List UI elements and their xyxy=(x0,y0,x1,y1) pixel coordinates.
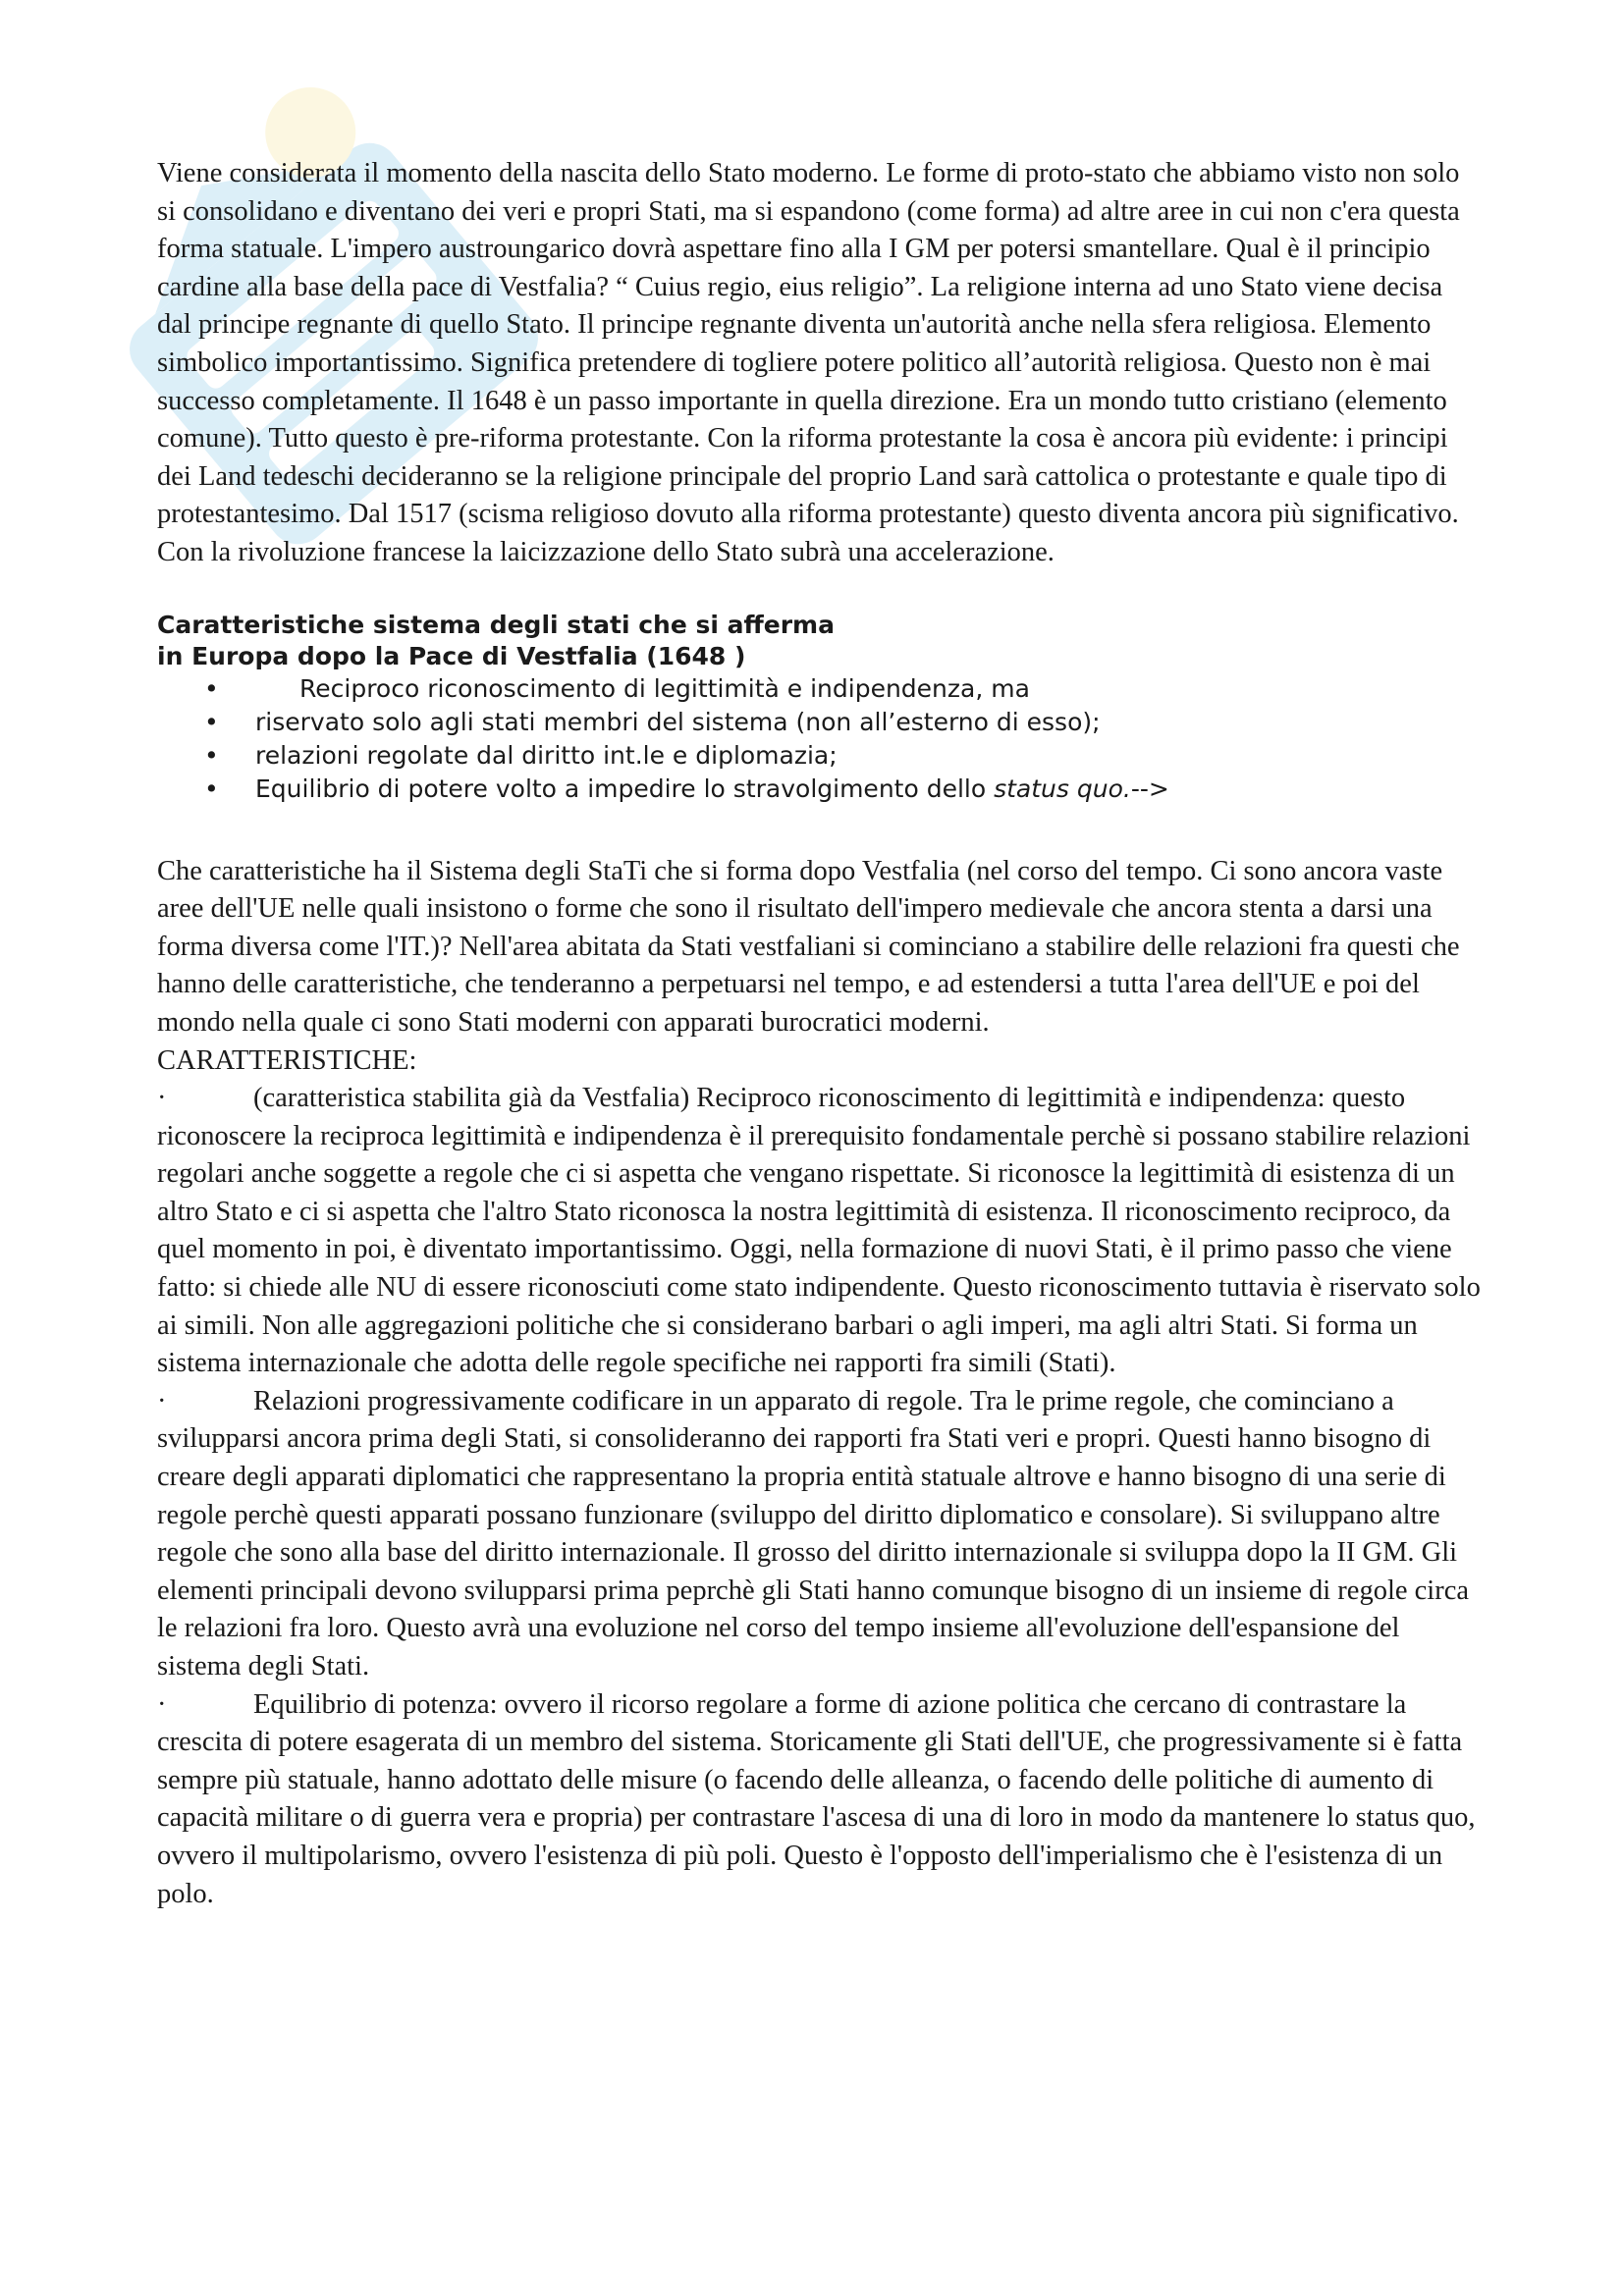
section-heading xyxy=(157,610,1483,672)
bullet-marker: • xyxy=(204,740,219,770)
heading-line-1: Caratteristiche sistema degli stati che si afferma xyxy=(157,610,835,639)
bullet-marker: • xyxy=(204,774,219,803)
list-item xyxy=(157,739,1483,773)
caratteristiche-label: CARATTERISTICHE: xyxy=(157,1044,417,1076)
bullet-arrow-text: --> xyxy=(1130,774,1169,803)
bullet-text: riservato solo agli stati membri del sistema (non all’esterno di esso); xyxy=(255,707,1101,736)
characteristic-item xyxy=(157,1686,1483,1914)
second-paragraph: Che caratteristiche ha il Sistema degli StaTi che si forma dopo Vestfalia (nel corso del tempo. Ci sono ancora vaste aree dell'UE nelle quali insistono o forme che sono il risultato dell'impero medievale che ancora stenta a darsi una forma diversa come l'IT.)? Nell'area abitata da Stati vestfaliani si cominciano a stabilire delle relazioni fra questi che hanno delle caratteristiche, che tenderanno a perpetuarsi nel tempo, e ad estendersi a tutta l'area dell'UE e poi del mondo nella quale ci sono Stati moderni con apparati burocratici moderni. xyxy=(157,855,1460,1038)
list-item xyxy=(157,773,1483,806)
list-item xyxy=(157,706,1483,739)
list-item xyxy=(157,672,1483,706)
characteristic-item xyxy=(157,1080,1483,1383)
dot-marker: · xyxy=(157,1385,167,1416)
bullet-list xyxy=(157,672,1483,806)
heading-line-2: in Europa dopo la Pace di Vestfalia (1648 ) xyxy=(157,641,746,670)
bullet-text: Equilibrio di potere volto a impedire lo stravolgimento dello xyxy=(255,774,995,803)
intro-paragraph: Viene considerata il momento della nascita dello Stato moderno. Le forme di proto-stato che abbiamo visto non solo si consolidano e diventano dei veri e propri Stati, ma si espandono (come forma) ad altre aree in cui non c'era questa forma statuale. L'impero austroungarico dovrà aspettare fino alla I GM per potersi smantellare. Qual è il principio cardine alla base della pace di Vestfalia? “ Cuius regio, eius religio”. La religione interna ad uno Stato viene decisa dal principe regnante di quello Stato. Il principe regnante diventa un'autorità anche nella sfera religiosa. Elemento simbolico importantissimo. Significa pretendere di togliere potere politico all’autorità religiosa. Questo non è mai successo completamente. Il 1648 è un passo importante in quella direzione. Era un mondo tutto cristiano (elemento comune). Tutto questo è pre-riforma protestante. Con la riforma protestante la cosa è ancora più evidente: i principi dei Land tedeschi decideranno se la religione principale del proprio Land sarà cattolica o protestante e quale tipo di protestantesimo. Dal 1517 (scisma religioso dovuto alla riforma protestante) questo diventa ancora più significativo. Con la rivoluzione francese la laicizzazione dello Stato subrà una accelerazione. xyxy=(157,158,1460,567)
characteristic-text: Equilibrio di potenza: ovvero il ricorso regolare a forme di azione politica che cercano di contrastare la crescita di potere esagerata di un membro del sistema. Storicamente gli Stati dell'UE, che progressivamente si è fatta sempre più statuale, hanno adottato delle misure (o facendo delle alleanza, o facendo delle politiche di aumento di capacità militare o di guerra vera e propria) per contrastare l'ascesa di una di loro in modo da mantenere lo status quo, ovvero il multipolarismo, ovvero l'esistenza di più poli. Questo è l'opposto dell'imperialismo che è l'esistenza di un polo. xyxy=(157,1688,1476,1909)
dot-marker: · xyxy=(157,1688,167,1720)
document-page xyxy=(157,155,1483,1913)
characteristic-text: Relazioni progressivamente codificare in un apparato di regole. Tra le prime regole, che cominciano a svilupparsi ancora prima degli Stati, si consolideranno dei rapporti fra Stati veri e propri. Questi hanno bisogno di creare degli apparati diplomatici che rappresentano la propria entità statuale altrove e hanno bisogno di una serie di regole perchè questi apparati possano funzionare (sviluppo del diritto diplomatico e consolare). Si sviluppano altre regole che sono alla base del diritto internazionale. Il grosso del diritto internazionale si sviluppa dopo la II GM. Gli elementi principali devono svilupparsi prima peprchè gli Stati hanno comunque bisogno di un insieme di regole circa le relazioni fra loro. Questo avrà una evoluzione nel corso del tempo insieme all'evoluzione dell'espansione del sistema degli Stati. xyxy=(157,1385,1469,1682)
bullet-text: relazioni regolate dal diritto int.le e diplomazia; xyxy=(255,740,838,770)
bullet-text: Reciproco riconoscimento di legittimità e indipendenza, ma xyxy=(299,673,1030,703)
dot-marker: · xyxy=(157,1083,167,1114)
bullet-marker: • xyxy=(204,707,219,736)
bullet-italic-text: status quo. xyxy=(994,774,1131,803)
characteristic-item xyxy=(157,1383,1483,1686)
characteristic-text: (caratteristica stabilita già da Vestfalia) Reciproco riconoscimento di legittimità e indipendenza: questo riconoscere la reciproca legittimità e indipendenza è il prerequisito fondamentale perchè si possano stabilire relazioni regolari anche soggette a regole che ci si aspetta che vengano rispettate. Si riconosce la legittimità di esistenza di un altro Stato e ci si aspetta che l'altro Stato riconosca la nostra legittimità di esistenza. Il riconoscimento reciproco, da quel momento in poi, è diventato importantissimo. Oggi, nella formazione di nuovi Stati, è il primo passo che viene fatto: si chiede alle NU di essere riconosciuti come stato indipendente. Questo riconoscimento tuttavia è riservato solo ai simili. Non alle aggregazioni politiche che si considerano barbari o agli imperi, ma agli altri Stati. Si forma un sistema internazionale che adotta delle regole specifiche nei rapporti fra simili (Stati). xyxy=(157,1083,1481,1379)
bullet-marker: • xyxy=(204,673,219,703)
